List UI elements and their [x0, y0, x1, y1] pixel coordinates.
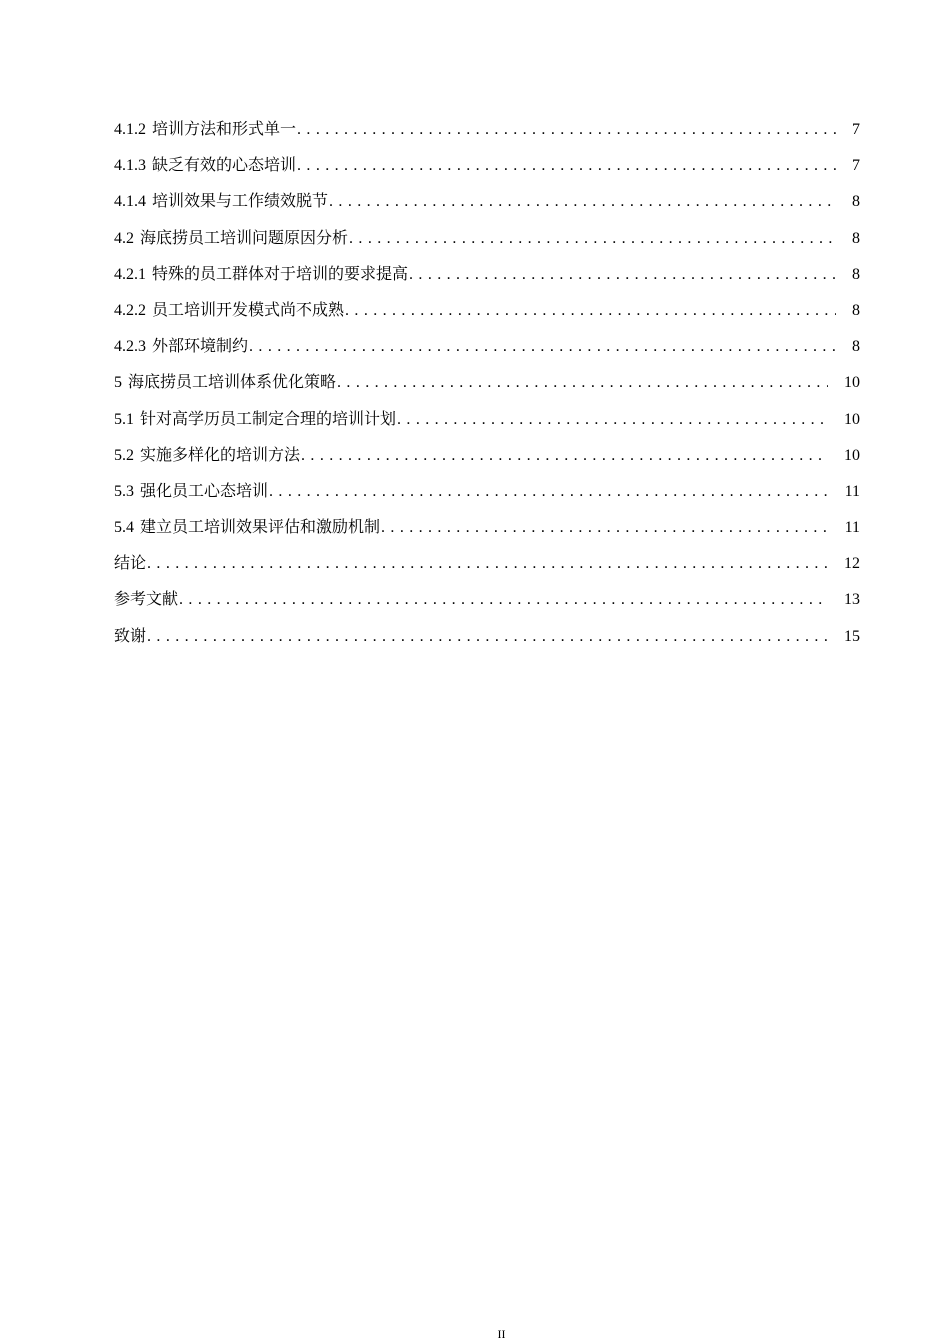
- toc-entry-page: 8: [852, 265, 860, 283]
- toc-entry-page: 10: [844, 410, 860, 428]
- toc-entry-title: 致谢: [114, 627, 147, 645]
- toc-entry-number: 4.2: [114, 229, 134, 247]
- toc-entry[interactable]: [114, 442, 860, 478]
- toc-entry-page: 12: [844, 555, 860, 573]
- toc-entry[interactable]: [114, 514, 860, 550]
- toc-entry-page: 8: [852, 301, 860, 319]
- toc-entry-number: 5.2: [114, 446, 134, 464]
- toc-entry[interactable]: [114, 623, 860, 659]
- toc-entry[interactable]: [114, 116, 860, 152]
- toc-entry[interactable]: [114, 188, 860, 224]
- toc-entry-page: 8: [852, 229, 860, 247]
- toc-entry-title: 建立员工培训效果评估和激励机制: [140, 519, 381, 537]
- toc-entry[interactable]: [114, 333, 860, 369]
- toc-entry-number: 4.1.3: [114, 157, 146, 175]
- toc-dot-leader: [269, 478, 828, 506]
- toc-entry[interactable]: [114, 369, 860, 405]
- toc-entry-title: 针对高学历员工制定合理的培训计划: [140, 410, 397, 428]
- page-number: II: [497, 1327, 506, 1341]
- toc-dot-leader: [249, 333, 836, 361]
- toc-dot-leader: [337, 369, 828, 397]
- toc-entry-title: 特殊的员工群体对于培训的要求提高: [152, 265, 409, 283]
- toc-dot-leader: [329, 188, 836, 216]
- toc-entry-title: 培训效果与工作绩效脱节: [152, 193, 329, 211]
- toc-entry-page: 10: [844, 446, 860, 464]
- toc-entry-number: 5.1: [114, 410, 134, 428]
- toc-entry-number: 5.4: [114, 519, 134, 537]
- toc-entry-title: 培训方法和形式单一: [152, 121, 297, 138]
- toc-entry-number: 5.3: [114, 482, 134, 500]
- toc-entry-number: 4.1.4: [114, 193, 146, 211]
- toc-entry-number: 4.2.2: [114, 301, 146, 319]
- toc-dot-leader: [301, 442, 828, 470]
- toc-entry[interactable]: [114, 550, 860, 586]
- toc-dot-leader: [345, 297, 836, 325]
- toc-entry-title: 海底捞员工培训体系优化策略: [128, 374, 337, 392]
- toc-entry[interactable]: [114, 225, 860, 261]
- toc-entry-title: 员工培训开发模式尚不成熟: [152, 301, 345, 319]
- toc-entry-page: 7: [852, 121, 860, 138]
- table-of-contents: [114, 116, 860, 659]
- toc-entry-title: 参考文献: [114, 591, 179, 609]
- toc-entry-page: 13: [844, 591, 860, 609]
- toc-dot-leader: [381, 514, 828, 542]
- toc-entry-title: 海底捞员工培训问题原因分析: [140, 229, 349, 247]
- toc-entry-number: 4.1.2: [114, 121, 146, 138]
- toc-entry[interactable]: [114, 297, 860, 333]
- toc-entry[interactable]: [114, 406, 860, 442]
- toc-entry-page: 10: [844, 374, 860, 392]
- toc-entry-title: 外部环境制约: [152, 338, 249, 356]
- toc-entry[interactable]: [114, 478, 860, 514]
- toc-entry-page: 11: [844, 519, 860, 537]
- toc-dot-leader: [147, 550, 828, 578]
- toc-entry-title: 强化员工心态培训: [140, 482, 269, 500]
- toc-entry[interactable]: [114, 152, 860, 188]
- toc-entry-page: 11: [844, 482, 860, 500]
- toc-entry-title: 结论: [114, 555, 147, 573]
- toc-entry-page: 15: [844, 627, 860, 645]
- toc-entry-page: 8: [852, 193, 860, 211]
- toc-entry-number: 4.2.3: [114, 338, 146, 356]
- toc-entry-page: 8: [852, 338, 860, 356]
- toc-entry[interactable]: [114, 586, 860, 622]
- toc-dot-leader: [349, 225, 836, 253]
- toc-entry-title: 实施多样化的培训方法: [140, 446, 301, 464]
- toc-entry-number: 5: [114, 374, 122, 392]
- toc-entry-page: 7: [852, 157, 860, 175]
- toc-entry-number: 4.2.1: [114, 265, 146, 283]
- toc-entry[interactable]: [114, 261, 860, 297]
- toc-entry-title: 缺乏有效的心态培训: [152, 157, 297, 175]
- toc-dot-leader: [397, 406, 828, 434]
- toc-dot-leader: [147, 623, 828, 651]
- toc-dot-leader: [179, 586, 828, 614]
- toc-dot-leader: [297, 152, 836, 180]
- toc-dot-leader: [409, 261, 836, 289]
- toc-dot-leader: [297, 116, 836, 144]
